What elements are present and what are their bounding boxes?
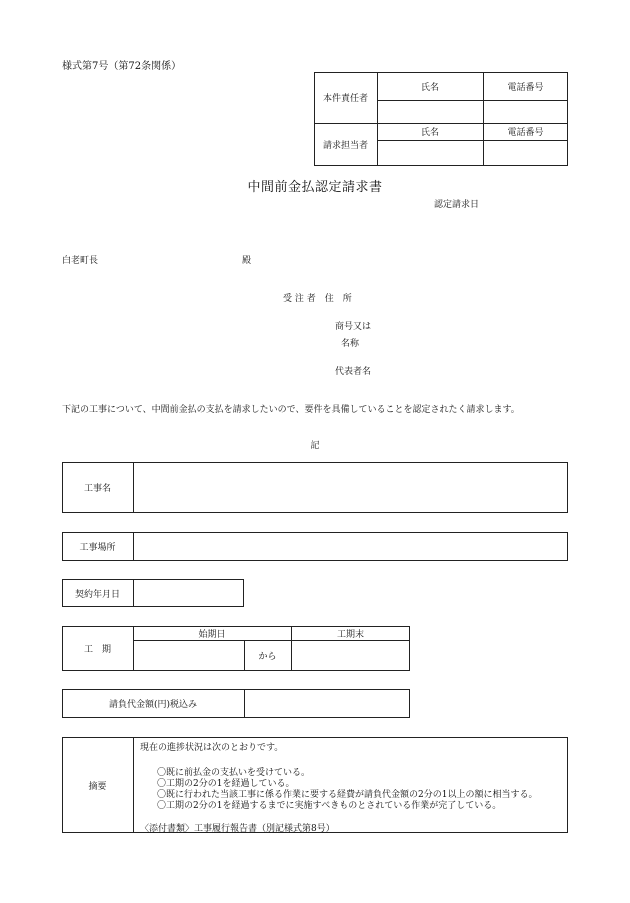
construction-name-field[interactable] <box>134 463 567 512</box>
responsible-name-field[interactable] <box>378 101 482 122</box>
form-number: 様式第7号（第72条関係） <box>62 61 182 72</box>
construction-location-field[interactable] <box>134 533 567 560</box>
body-text: 下記の工事について、中間前金払の支払を請求したいので、要件を具備していることを認定されたく請求します。 <box>62 405 520 415</box>
applicant-representative-label: 代表者名 <box>335 367 372 377</box>
summary-item-1: 〇既に前払金の支払いを受けている。 <box>157 768 311 778</box>
contract-date-field[interactable] <box>134 580 243 606</box>
period-label: 工 期 <box>83 645 111 655</box>
billing-name-field[interactable] <box>378 141 482 165</box>
responsible-label: 本件責任者 <box>322 94 368 104</box>
applicant-name-label: 名称 <box>341 339 360 349</box>
summary-attachment: 〈添付書類〉工事履行報告書（別記様式第8号） <box>140 824 335 834</box>
honorific: 殿 <box>242 256 252 266</box>
construction-name-label: 工事名 <box>83 484 111 494</box>
addressee: 白老町長 <box>62 256 99 266</box>
ki-marker: 記 <box>310 441 320 451</box>
responsible-name-header: 氏名 <box>420 82 439 93</box>
summary-item-2: 〇工期の2分の1を経過している。 <box>157 779 295 789</box>
document-title: 中間前金払認定請求書 <box>247 180 383 195</box>
contract-date-label: 契約年月日 <box>74 589 120 600</box>
billing-contact-label: 請求担当者 <box>322 141 368 151</box>
period-end-field[interactable] <box>292 641 409 670</box>
period-start-header: 始期日 <box>198 629 226 640</box>
period-end-header: 工期末 <box>336 629 364 640</box>
contract-amount-label: 請負代金額(円)税込み <box>108 700 198 710</box>
construction-location-label: 工事場所 <box>79 543 116 553</box>
responsible-phone-field[interactable] <box>484 101 567 122</box>
applicant-address-label: 受 注 者 住 所 <box>283 294 352 304</box>
responsible-phone-header: 電話番号 <box>507 82 544 93</box>
summary-item-3: 〇既に行われた当該工事に係る作業に要する経費が請負代金額の2分の1以上の額に相当する。 <box>157 790 538 800</box>
period-start-field[interactable] <box>134 641 243 670</box>
contract-amount-field[interactable] <box>245 690 409 717</box>
summary-label: 摘要 <box>88 781 107 792</box>
billing-phone-field[interactable] <box>484 141 567 165</box>
billing-name-header: 氏名 <box>420 128 439 138</box>
billing-phone-header: 電話番号 <box>507 128 544 138</box>
summary-item-4: 〇工期の2分の1を経過するまでに実施すべきものとされている作業が完了している。 <box>157 801 502 811</box>
period-from-label: から <box>258 652 277 662</box>
applicant-trade-name-label: 商号又は <box>335 322 372 332</box>
certification-date-label: 認定請求日 <box>434 200 480 210</box>
summary-intro: 現在の進捗状況は次のとおりです。 <box>140 743 284 753</box>
